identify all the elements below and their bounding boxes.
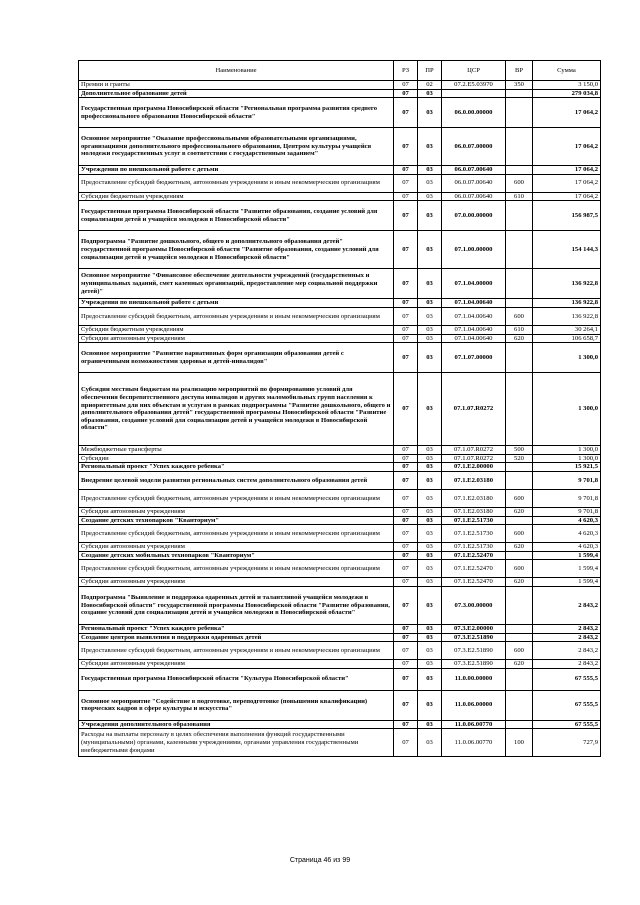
cell-sum: 1 599,4 — [533, 551, 601, 560]
table-row — [79, 471, 601, 489]
cell-sum: 279 034,8 — [533, 89, 601, 98]
header-pr: ПР — [418, 61, 442, 81]
cell-pr: 03 — [418, 128, 442, 166]
cell-pr: 03 — [418, 690, 442, 720]
cell-pr: 03 — [418, 89, 442, 98]
header-rz: РЗ — [394, 61, 418, 81]
cell-vr — [506, 633, 533, 642]
cell-sum: 4 620,3 — [533, 543, 601, 552]
cell-vr: 500 — [506, 446, 533, 455]
table-row — [79, 89, 601, 98]
table-row — [79, 307, 601, 325]
table-row — [79, 586, 601, 624]
cell-pr: 03 — [418, 729, 442, 757]
cell-name: Премии и гранты — [79, 81, 394, 90]
cell-pr: 03 — [418, 489, 442, 507]
cell-sum: 4 620,3 — [533, 525, 601, 543]
cell-name: Предоставление субсидий бюджетным, автономным учреждениям и иным некоммерческим организациям — [79, 525, 394, 543]
cell-csr: 07.3.Е2.51890 — [442, 642, 506, 660]
header-vr: ВР — [506, 61, 533, 81]
cell-sum: 9 701,8 — [533, 471, 601, 489]
cell-rz: 07 — [394, 307, 418, 325]
cell-rz: 07 — [394, 454, 418, 463]
cell-name: Основное мероприятие "Финансовое обеспечение деятельности учреждений (государственных и муниципальных заданий, смет казенных организаций, предоставление мер социальной поддержки детей)" — [79, 269, 394, 299]
cell-name: Региональный проект "Успех каждого ребенка" — [79, 624, 394, 633]
table-body — [79, 81, 601, 757]
cell-name: Субсидии бюджетным учреждениям — [79, 325, 394, 334]
cell-rz: 07 — [394, 507, 418, 516]
cell-pr: 03 — [418, 543, 442, 552]
cell-name: Субсидии — [79, 454, 394, 463]
table-row — [79, 343, 601, 373]
cell-name: Предоставление субсидий бюджетным, автономным учреждениям и иным некоммерческим организациям — [79, 307, 394, 325]
cell-csr: 11.0.00.00000 — [442, 668, 506, 690]
cell-name: Субсидии автономным учреждениям — [79, 507, 394, 516]
cell-csr: 06.0.07.00640 — [442, 192, 506, 201]
budget-table-page — [78, 60, 600, 757]
cell-sum: 136 922,8 — [533, 299, 601, 308]
cell-csr: 07.1.Е2.52470 — [442, 560, 506, 578]
cell-rz: 07 — [394, 373, 418, 446]
cell-name: Субсидии бюджетным учреждениям — [79, 192, 394, 201]
cell-sum: 3 150,0 — [533, 81, 601, 90]
header-sum: Сумма — [533, 61, 601, 81]
table-row — [79, 660, 601, 669]
cell-pr: 03 — [418, 192, 442, 201]
cell-name: Субсидии автономным учреждениям — [79, 543, 394, 552]
table-row — [79, 454, 601, 463]
table-row — [79, 373, 601, 446]
cell-csr: 07.1.04.00000 — [442, 269, 506, 299]
cell-vr — [506, 98, 533, 128]
cell-vr: 620 — [506, 543, 533, 552]
cell-pr: 03 — [418, 454, 442, 463]
cell-rz: 07 — [394, 642, 418, 660]
cell-pr: 03 — [418, 231, 442, 269]
cell-vr: 610 — [506, 192, 533, 201]
cell-rz: 07 — [394, 128, 418, 166]
cell-rz: 07 — [394, 269, 418, 299]
table-row — [79, 729, 601, 757]
cell-sum: 17 064,2 — [533, 98, 601, 128]
cell-csr: 06.0.07.00640 — [442, 174, 506, 192]
table-header-row — [79, 61, 601, 81]
table-row — [79, 633, 601, 642]
cell-sum: 30 264,1 — [533, 325, 601, 334]
cell-vr: 520 — [506, 454, 533, 463]
cell-csr: 07.1.Е2.52470 — [442, 578, 506, 587]
cell-sum: 2 843,2 — [533, 624, 601, 633]
cell-name: Предоставление субсидий бюджетным, автономным учреждениям и иным некоммерческим организациям — [79, 642, 394, 660]
cell-vr — [506, 463, 533, 472]
cell-name: Создание центров выявления и поддержки одаренных детей — [79, 633, 394, 642]
page-footer: Страница 46 из 99 — [289, 857, 351, 864]
cell-name: Подпрограмма "Развитие дошкольного, общего и дополнительного образования детей" государственной программы Новосибирской области "Развитие образования, создание условий для социализации детей и учащейся молодежи в Новосибирской области" — [79, 231, 394, 269]
cell-csr: 07.3.Е2.00000 — [442, 624, 506, 633]
table-row — [79, 269, 601, 299]
cell-pr: 03 — [418, 578, 442, 587]
cell-rz: 07 — [394, 543, 418, 552]
cell-rz: 07 — [394, 81, 418, 90]
cell-rz: 07 — [394, 560, 418, 578]
cell-sum: 1 300,0 — [533, 373, 601, 446]
table-row — [79, 201, 601, 231]
header-name: Наименование — [79, 61, 394, 81]
table-row — [79, 299, 601, 308]
cell-name: Субсидии местным бюджетам на реализацию мероприятий по формированию условий для обеспечения беспрепятственного доступа инвалидов и других маломобильных групп населения к приоритетным для них объектам и услугам в рамках подпрограммы "Развитие дошкольного, общего и дополнительного образования детей" государственной программы Новосибирской области "Развитие образования, создание условий для социализации детей и учащейся молодежи в Новосибирской области" — [79, 373, 394, 446]
cell-pr: 03 — [418, 668, 442, 690]
cell-rz: 07 — [394, 325, 418, 334]
cell-rz: 07 — [394, 334, 418, 343]
cell-csr: 07.1.07.00000 — [442, 343, 506, 373]
cell-vr — [506, 586, 533, 624]
cell-csr: 07.1.07.R0272 — [442, 373, 506, 446]
cell-vr — [506, 690, 533, 720]
cell-vr — [506, 201, 533, 231]
cell-pr: 03 — [418, 633, 442, 642]
cell-sum: 727,9 — [533, 729, 601, 757]
cell-vr: 620 — [506, 334, 533, 343]
cell-csr: 07.1.Е2.00000 — [442, 463, 506, 472]
cell-sum: 106 658,7 — [533, 334, 601, 343]
budget-table — [78, 60, 601, 757]
table-row — [79, 334, 601, 343]
cell-rz: 07 — [394, 551, 418, 560]
cell-csr: 07.1.Е2.03180 — [442, 471, 506, 489]
cell-csr: 07.1.04.00640 — [442, 325, 506, 334]
cell-vr — [506, 516, 533, 525]
cell-sum: 136 922,8 — [533, 307, 601, 325]
header-csr: ЦСР — [442, 61, 506, 81]
cell-name: Подпрограмма "Выявление и поддержка одаренных детей и талантливой учащейся молодежи в Новосибирской области" государственной программы Новосибирской области "Развитие образования, создание условий для социализации детей и учащейся молодежи в Новосибирской области" — [79, 586, 394, 624]
cell-name: Основное мероприятие "Оказание профессиональными образовательными организациями, организациями дополнительного профессионального образования, Центром культуры учащейся молодежи государственных услуг в соответствии с государственным заданием" — [79, 128, 394, 166]
cell-vr — [506, 299, 533, 308]
cell-rz: 07 — [394, 516, 418, 525]
table-row — [79, 463, 601, 472]
cell-csr: 07.1.Е2.51730 — [442, 525, 506, 543]
cell-csr: 11.0.06.00770 — [442, 720, 506, 729]
cell-name: Основное мероприятие "Содействие в подготовке, переподготовке (повышении квалификации) творческих кадров в сфере культуры и искусства" — [79, 690, 394, 720]
cell-csr: 07.1.04.00640 — [442, 299, 506, 308]
cell-name: Государственная программа Новосибирской области "Региональная программа развития среднего профессионального образования Новосибирской области" — [79, 98, 394, 128]
cell-rz: 07 — [394, 489, 418, 507]
cell-pr: 03 — [418, 516, 442, 525]
cell-rz: 07 — [394, 299, 418, 308]
cell-pr: 03 — [418, 446, 442, 455]
cell-name: Государственная программа Новосибирской области "Культура Новосибирской области" — [79, 668, 394, 690]
cell-sum: 2 843,2 — [533, 642, 601, 660]
cell-sum: 2 843,2 — [533, 660, 601, 669]
cell-name: Учреждения по внешкольной работе с детьми — [79, 299, 394, 308]
cell-pr: 03 — [418, 586, 442, 624]
cell-rz: 07 — [394, 89, 418, 98]
cell-vr: 600 — [506, 489, 533, 507]
cell-vr — [506, 89, 533, 98]
cell-sum: 2 843,2 — [533, 586, 601, 624]
table-row — [79, 642, 601, 660]
cell-pr: 03 — [418, 642, 442, 660]
table-row — [79, 81, 601, 90]
cell-rz: 07 — [394, 729, 418, 757]
cell-name: Субсидии автономным учреждениям — [79, 660, 394, 669]
cell-csr: 07.1.Е2.51730 — [442, 543, 506, 552]
cell-vr — [506, 624, 533, 633]
cell-csr: 07.1.07.R0272 — [442, 446, 506, 455]
cell-pr: 03 — [418, 525, 442, 543]
cell-vr — [506, 551, 533, 560]
cell-rz: 07 — [394, 624, 418, 633]
cell-pr: 03 — [418, 463, 442, 472]
cell-csr: 07.1.Е2.52470 — [442, 551, 506, 560]
cell-name: Основное мероприятие "Развитие вариативных форм организации образования детей с ограниченными возможностями здоровья и детей-инвалидов" — [79, 343, 394, 373]
cell-csr — [442, 89, 506, 98]
cell-vr — [506, 373, 533, 446]
table-row — [79, 551, 601, 560]
table-row — [79, 98, 601, 128]
cell-pr: 02 — [418, 81, 442, 90]
table-row — [79, 516, 601, 525]
cell-rz: 07 — [394, 343, 418, 373]
cell-csr: 06.0.00.00000 — [442, 98, 506, 128]
cell-csr: 07.1.Е2.03180 — [442, 507, 506, 516]
cell-csr: 07.1.00.00000 — [442, 231, 506, 269]
cell-name: Субсидии автономным учреждениям — [79, 578, 394, 587]
cell-rz: 07 — [394, 690, 418, 720]
cell-csr: 07.1.Е2.03180 — [442, 489, 506, 507]
table-row — [79, 192, 601, 201]
cell-pr: 03 — [418, 334, 442, 343]
cell-csr: 06.0.07.00640 — [442, 166, 506, 175]
cell-sum: 17 064,2 — [533, 128, 601, 166]
cell-rz: 07 — [394, 174, 418, 192]
cell-csr: 07.1.07.R0272 — [442, 454, 506, 463]
cell-vr — [506, 343, 533, 373]
cell-pr: 03 — [418, 307, 442, 325]
cell-csr: 06.0.07.00000 — [442, 128, 506, 166]
cell-sum: 9 701,8 — [533, 489, 601, 507]
table-row — [79, 624, 601, 633]
cell-rz: 07 — [394, 446, 418, 455]
table-row — [79, 525, 601, 543]
cell-rz: 07 — [394, 192, 418, 201]
cell-pr: 03 — [418, 660, 442, 669]
cell-sum: 67 555,5 — [533, 690, 601, 720]
table-row — [79, 720, 601, 729]
cell-vr — [506, 231, 533, 269]
cell-csr: 07.3.Е2.51890 — [442, 660, 506, 669]
cell-csr: 07.3.00.00000 — [442, 586, 506, 624]
cell-pr: 03 — [418, 166, 442, 175]
table-row — [79, 174, 601, 192]
cell-pr: 03 — [418, 325, 442, 334]
table-row — [79, 543, 601, 552]
cell-rz: 07 — [394, 471, 418, 489]
cell-sum: 67 555,5 — [533, 720, 601, 729]
cell-name: Создание детских технопарков "Кванториум" — [79, 516, 394, 525]
cell-vr — [506, 269, 533, 299]
table-row — [79, 446, 601, 455]
cell-name: Государственная программа Новосибирской области "Развитие образования, создание условий для социализации детей и учащейся молодежи в Новосибирской области" — [79, 201, 394, 231]
cell-sum: 1 300,0 — [533, 454, 601, 463]
cell-vr: 620 — [506, 578, 533, 587]
cell-vr — [506, 471, 533, 489]
cell-vr: 620 — [506, 507, 533, 516]
table-row — [79, 578, 601, 587]
cell-pr: 03 — [418, 343, 442, 373]
cell-vr: 610 — [506, 325, 533, 334]
cell-sum: 17 064,2 — [533, 166, 601, 175]
cell-rz: 07 — [394, 231, 418, 269]
cell-name: Расходы на выплаты персоналу в целях обеспечения выполнения функций государственными (муниципальными) органами, казенными учреждениями, органами управления государственными внебюджетными фондами — [79, 729, 394, 757]
cell-vr — [506, 166, 533, 175]
cell-sum: 1 300,0 — [533, 446, 601, 455]
cell-rz: 07 — [394, 201, 418, 231]
cell-vr: 600 — [506, 560, 533, 578]
cell-pr: 03 — [418, 269, 442, 299]
cell-csr: 11.0.06.00000 — [442, 690, 506, 720]
cell-sum: 136 922,8 — [533, 269, 601, 299]
cell-csr: 07.3.Е2.51890 — [442, 633, 506, 642]
cell-pr: 03 — [418, 174, 442, 192]
cell-csr: 07.0.00.00000 — [442, 201, 506, 231]
cell-pr: 03 — [418, 624, 442, 633]
cell-name: Предоставление субсидий бюджетным, автономным учреждениям и иным некоммерческим организациям — [79, 489, 394, 507]
cell-sum: 2 843,2 — [533, 633, 601, 642]
cell-csr: 07.2.Е5.03970 — [442, 81, 506, 90]
table-row — [79, 507, 601, 516]
cell-sum: 17 064,2 — [533, 174, 601, 192]
cell-name: Дополнительное образование детей — [79, 89, 394, 98]
cell-vr: 350 — [506, 81, 533, 90]
cell-name: Внедрение целевой модели развития региональных систем дополнительного образования детей — [79, 471, 394, 489]
cell-sum: 1 300,0 — [533, 343, 601, 373]
cell-sum: 9 701,8 — [533, 507, 601, 516]
cell-sum: 4 620,3 — [533, 516, 601, 525]
cell-sum: 17 064,2 — [533, 192, 601, 201]
cell-name: Создание детских мобильных технопарков "Кванториум" — [79, 551, 394, 560]
table-row — [79, 489, 601, 507]
cell-vr: 600 — [506, 642, 533, 660]
cell-rz: 07 — [394, 720, 418, 729]
cell-csr: 07.1.Е2.51730 — [442, 516, 506, 525]
cell-sum: 1 599,4 — [533, 560, 601, 578]
cell-rz: 07 — [394, 98, 418, 128]
cell-csr: 07.1.04.00640 — [442, 307, 506, 325]
table-row — [79, 668, 601, 690]
cell-vr — [506, 128, 533, 166]
table-row — [79, 560, 601, 578]
cell-rz: 07 — [394, 633, 418, 642]
cell-rz: 07 — [394, 166, 418, 175]
cell-rz: 07 — [394, 525, 418, 543]
cell-csr: 11.0.06.00770 — [442, 729, 506, 757]
cell-name: Учреждения дополнительного образования — [79, 720, 394, 729]
table-row — [79, 325, 601, 334]
cell-name: Предоставление субсидий бюджетным, автономным учреждениям и иным некоммерческим организациям — [79, 174, 394, 192]
cell-vr: 100 — [506, 729, 533, 757]
table-row — [79, 128, 601, 166]
cell-vr — [506, 668, 533, 690]
cell-rz: 07 — [394, 660, 418, 669]
cell-rz: 07 — [394, 668, 418, 690]
cell-name: Межбюджетные трансферты — [79, 446, 394, 455]
cell-vr: 600 — [506, 525, 533, 543]
cell-csr: 07.1.04.00640 — [442, 334, 506, 343]
cell-name: Учреждения по внешкольной работе с детьми — [79, 166, 394, 175]
cell-pr: 03 — [418, 299, 442, 308]
cell-name: Предоставление субсидий бюджетным, автономным учреждениям и иным некоммерческим организациям — [79, 560, 394, 578]
cell-pr: 03 — [418, 471, 442, 489]
cell-sum: 15 921,5 — [533, 463, 601, 472]
cell-pr: 03 — [418, 507, 442, 516]
cell-pr: 03 — [418, 560, 442, 578]
cell-sum: 154 144,3 — [533, 231, 601, 269]
table-row — [79, 166, 601, 175]
cell-pr: 03 — [418, 551, 442, 560]
cell-sum: 1 599,4 — [533, 578, 601, 587]
table-row — [79, 690, 601, 720]
cell-pr: 03 — [418, 373, 442, 446]
cell-vr: 620 — [506, 660, 533, 669]
cell-sum: 156 987,5 — [533, 201, 601, 231]
cell-name: Субсидии автономным учреждениям — [79, 334, 394, 343]
cell-name: Региональный проект "Успех каждого ребенка" — [79, 463, 394, 472]
cell-pr: 03 — [418, 201, 442, 231]
cell-rz: 07 — [394, 578, 418, 587]
cell-rz: 07 — [394, 463, 418, 472]
cell-vr: 600 — [506, 174, 533, 192]
table-row — [79, 231, 601, 269]
cell-pr: 03 — [418, 720, 442, 729]
cell-vr — [506, 720, 533, 729]
cell-vr: 600 — [506, 307, 533, 325]
cell-rz: 07 — [394, 586, 418, 624]
cell-sum: 67 555,5 — [533, 668, 601, 690]
cell-pr: 03 — [418, 98, 442, 128]
